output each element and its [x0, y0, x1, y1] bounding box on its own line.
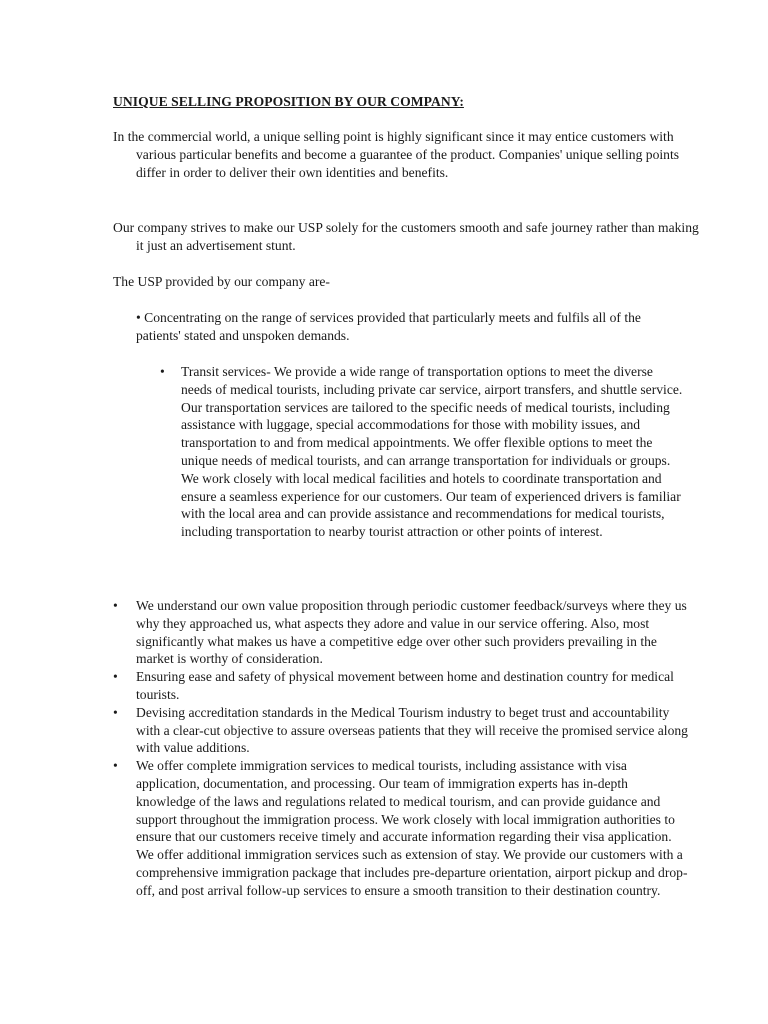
list-item-text: Ensuring ease and safety of physical movement between home and destination country for medical tourists. — [136, 669, 674, 702]
usp-bullet-list — [113, 597, 688, 900]
services-range-paragraph: • Concentrating on the range of services provided that particularly meets and fulfils all of the patients' stated and unspoken demands. — [136, 310, 641, 343]
list-item-text: We understand our own value proposition through periodic customer feedback/surveys where they us why they approached us, what aspects they adore and value in our service offering. Also, most significantly what makes us have a competitive edge over other such providers prevailing in the market is worthy of consideration. — [136, 598, 687, 667]
list-item-text: Devising accreditation standards in the Medical Tourism industry to beget trust and accountability with a clear-cut objective to assure overseas patients that they will receive the promised service along with value additions. — [136, 704, 688, 756]
document-heading: UNIQUE SELLING PROPOSITION BY OUR COMPANY: — [113, 94, 464, 109]
list-item-text: We offer complete immigration services to medical tourists, including assistance with visa application, documentation, and processing. Our team of immigration experts has in-depth knowledge of the laws and regulations related to medical tourism, and can provide guidance and support throughout the immigration process. We work closely with local immigration authorities to ensure that our customers receive timely and accurate information regarding their visa application. We offer additional immigration services such as extension of stay. We provide our customers with a comprehensive immigration package that includes pre-departure orientation, airport pickup and drop-off, and post arrival follow-up services to ensure a smooth transition to their destination country. — [136, 758, 688, 898]
bullet-icon: • — [113, 669, 118, 685]
list-item — [113, 597, 688, 668]
bullet-icon: • — [160, 364, 165, 379]
company-usp-paragraph: Our company strives to make our USP solely for the customers smooth and safe journey rather than making it just an advertisement stunt. — [113, 220, 699, 253]
list-item — [113, 757, 688, 899]
list-item — [113, 668, 688, 704]
bullet-icon: • — [113, 704, 118, 720]
list-item — [113, 704, 688, 757]
usp-list-intro: The USP provided by our company are- — [113, 274, 330, 289]
bullet-icon: • — [113, 758, 118, 774]
bullet-icon: • — [113, 598, 118, 613]
transit-services-text: Transit services- We provide a wide range of transportation options to meet the diverse needs of medical tourists, including private car service, airport transfers, and shuttle service. Our transportation services are tailored to the specific needs of medical tourists, including assistance with luggage, special accommodations for those with mobility issues, and transportation to and from medical appointments. We offer flexible options to meet the unique needs of medical tourists, and can arrange transportation for individuals or groups. We work closely with local medical facilities and hotels to coordinate transportation and ensure a seamless experience for our customers. Our team of experienced drivers is familiar with the local area and can provide assistance and recommendations for medical tourists, including transportation to nearby tourist attraction or other points of interest. — [181, 364, 683, 540]
intro-paragraph: In the commercial world, a unique selling point is highly significant since it may entice customers with various particular benefits and become a guarantee of the product. Companies' unique selling points differ in order to deliver their own identities and benefits. — [113, 129, 680, 180]
